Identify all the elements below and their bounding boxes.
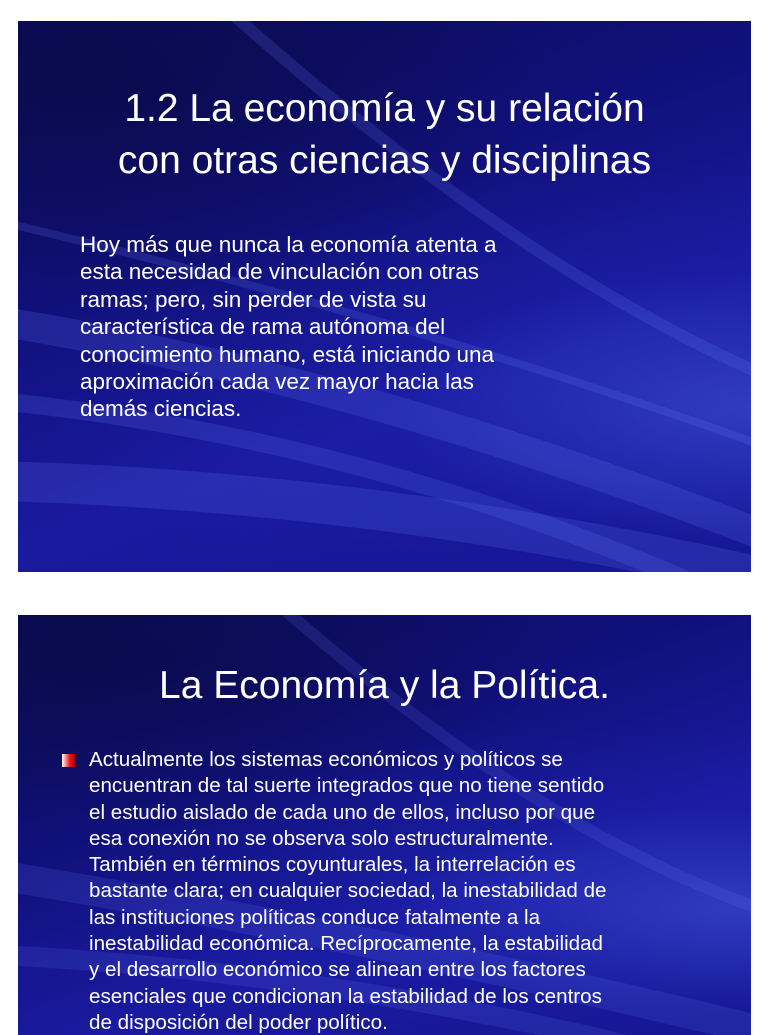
bullet-line: esa conexión no se observa solo estructuralmente. [89,826,554,850]
slide-title: La Economía y la Política. [159,664,610,707]
title-line: 1.2 La economía y su relación [124,87,645,130]
bullet-paragraph [89,747,714,1035]
bullet-line: las instituciones políticas conduce fatalmente a la [89,905,541,929]
body-line: esta necesidad de vinculación con otras [80,259,480,285]
slide-body-paragraph [80,231,640,423]
title-line: con otras ciencias y disciplinas [117,139,652,182]
body-line: característica de rama autónoma del [80,314,446,340]
bullet-line: Actualmente los sistemas económicos y políticos se [89,748,563,771]
bullet-line: y el desarrollo económico se alinean entre los factores [89,958,586,982]
slide-1 [18,21,751,572]
body-line: conocimiento humano, está iniciando una [80,341,495,367]
body-line: ramas; pero, sin perder de vista su [80,286,427,312]
bullet-line: bastante clara; en cualquier sociedad, la inestabilidad de [89,879,607,903]
bullet-line: encuentran de tal suerte integrados que no tiene sentido [89,774,605,798]
bullet-line: de disposición del poder político. [89,1010,388,1034]
bullet-line: inestabilidad económica. Recíprocamente, la estabilidad [89,932,603,956]
body-line: aproximación cada vez mayor hacia las [80,369,474,395]
body-line: Hoy más que nunca la economía atenta a [80,232,497,257]
slide-title [18,83,751,187]
slide-2 [18,615,751,1035]
body-line: demás ciencias. [80,396,242,422]
bullet-line: También en términos coyunturales, la interrelación es [89,853,576,877]
red-square-bullet-icon [62,754,75,767]
bullet-line: el estudio aislado de cada uno de ellos, incluso por que [89,800,596,824]
bullet-line: esenciales que condicionan la estabilidad de los centros [89,984,602,1008]
